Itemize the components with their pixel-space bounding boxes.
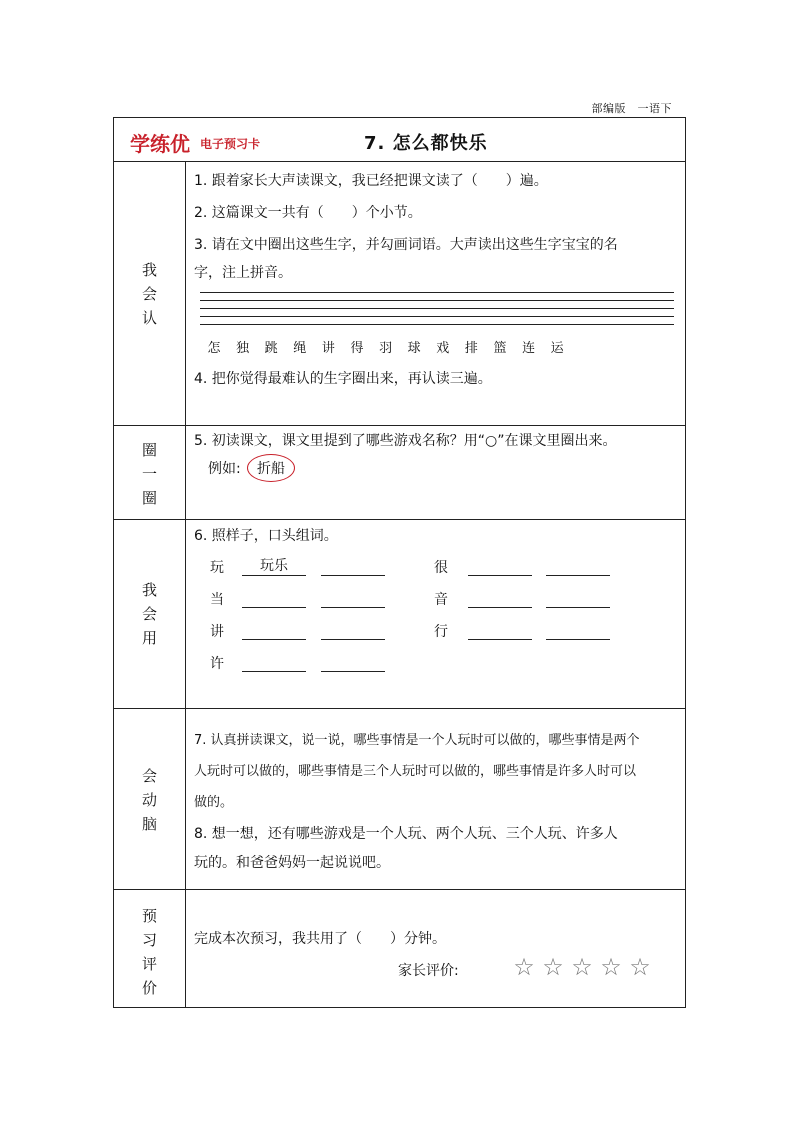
character-item: 排 — [464, 341, 478, 356]
star-icon[interactable]: ☆ — [513, 953, 538, 981]
word-char: 当 — [210, 592, 224, 608]
time-spent-text: 完成本次预习，我共用了（ ）分钟。 — [194, 931, 446, 947]
star-icon[interactable]: ☆ — [571, 953, 596, 981]
answer-blank[interactable] — [321, 671, 385, 672]
character-item: 戏 — [436, 341, 450, 356]
divider — [114, 161, 685, 162]
character-item: 球 — [407, 341, 421, 356]
answer-blank[interactable] — [468, 607, 532, 608]
brand-name: 学练优 — [130, 132, 190, 156]
word-char: 讲 — [210, 624, 224, 640]
star-rating[interactable] — [511, 953, 656, 981]
answer-blank[interactable] — [321, 607, 385, 608]
answer-blank[interactable] — [546, 575, 610, 576]
character-item: 得 — [350, 341, 364, 356]
pinyin-line — [200, 316, 674, 317]
answer-blank[interactable] — [242, 671, 306, 672]
divider — [114, 425, 685, 426]
example-word: 玩乐 — [260, 558, 288, 574]
character-item: 跳 — [264, 341, 278, 356]
word-char: 很 — [434, 560, 448, 576]
section-label-circle: 圈 一 圈 — [141, 441, 157, 507]
question-2: 2. 这篇课文一共有（ ）个小节。 — [194, 205, 422, 221]
brand-subtitle: 电子预习卡 — [200, 137, 261, 151]
answer-blank[interactable] — [321, 639, 385, 640]
question-8-line1: 8. 想一想，还有哪些游戏是一个人玩、两个人玩、三个人玩、许多人 — [194, 826, 618, 842]
star-icon[interactable]: ☆ — [629, 953, 654, 981]
word-char: 音 — [434, 592, 448, 608]
pinyin-line — [200, 308, 674, 309]
answer-blank[interactable] — [468, 639, 532, 640]
answer-blank[interactable] — [546, 639, 610, 640]
character-item: 独 — [236, 341, 250, 356]
pinyin-line — [200, 292, 674, 293]
section-label-think: 会 动 脑 — [141, 767, 157, 833]
example-label: 例如: — [208, 461, 241, 477]
question-4: 4. 把你觉得最难认的生字圈出来，再认读三遍。 — [194, 371, 492, 387]
circled-example: 折船 — [247, 454, 295, 482]
edition-label: 部编版 一语下 — [591, 102, 672, 115]
question-7-line3: 做的。 — [194, 795, 234, 810]
character-item: 怎 — [207, 341, 221, 356]
preview-card — [113, 117, 686, 1008]
answer-blank[interactable] — [242, 607, 306, 608]
character-item: 绳 — [293, 341, 307, 356]
character-item: 运 — [550, 341, 564, 356]
word-char: 许 — [210, 656, 224, 672]
question-7-line2: 人玩时可以做的，哪些事情是三个人玩时可以做的，哪些事情是许多人时可以 — [194, 764, 637, 779]
question-1: 1. 跟着家长大声读课文，我已经把课文读了（ ）遍。 — [194, 173, 548, 189]
word-char: 行 — [434, 624, 448, 640]
question-3-line2: 字，注上拼音。 — [194, 265, 292, 281]
column-divider — [185, 162, 186, 1007]
star-icon[interactable]: ☆ — [542, 953, 567, 981]
character-item: 讲 — [321, 341, 335, 356]
section-label-recognize: 我 会 认 — [141, 261, 157, 327]
question-3-line1: 3. 请在文中圈出这些生字，并勾画词语。大声读出这些生字宝宝的名 — [194, 237, 618, 253]
answer-blank[interactable] — [546, 607, 610, 608]
divider — [114, 519, 685, 520]
answer-blank[interactable] — [242, 575, 306, 576]
section-label-evaluate: 预 习 评 价 — [141, 907, 157, 997]
answer-blank[interactable] — [321, 575, 385, 576]
lesson-title: 7. 怎么都快乐 — [364, 133, 488, 154]
parent-eval-label: 家长评价: — [398, 963, 459, 979]
word-char: 玩 — [210, 560, 224, 576]
question-8-line2: 玩的。和爸爸妈妈一起说说吧。 — [194, 855, 390, 871]
pinyin-line — [200, 300, 674, 301]
character-item: 羽 — [379, 341, 393, 356]
answer-blank[interactable] — [468, 575, 532, 576]
divider — [114, 708, 685, 709]
question-5: 5. 初读课文，课文里提到了哪些游戏名称？用“○”在课文里圈出来。 — [194, 433, 617, 449]
divider — [114, 889, 685, 890]
character-item: 连 — [522, 341, 536, 356]
star-icon[interactable]: ☆ — [600, 953, 625, 981]
answer-blank[interactable] — [242, 639, 306, 640]
section-label-use: 我 会 用 — [141, 581, 157, 647]
pinyin-line — [200, 324, 674, 325]
question-7-line1: 7. 认真拼读课文，说一说，哪些事情是一个人玩时可以做的，哪些事情是两个 — [194, 733, 640, 748]
character-item: 篮 — [493, 341, 507, 356]
question-6: 6. 照样子，口头组词。 — [194, 528, 338, 544]
